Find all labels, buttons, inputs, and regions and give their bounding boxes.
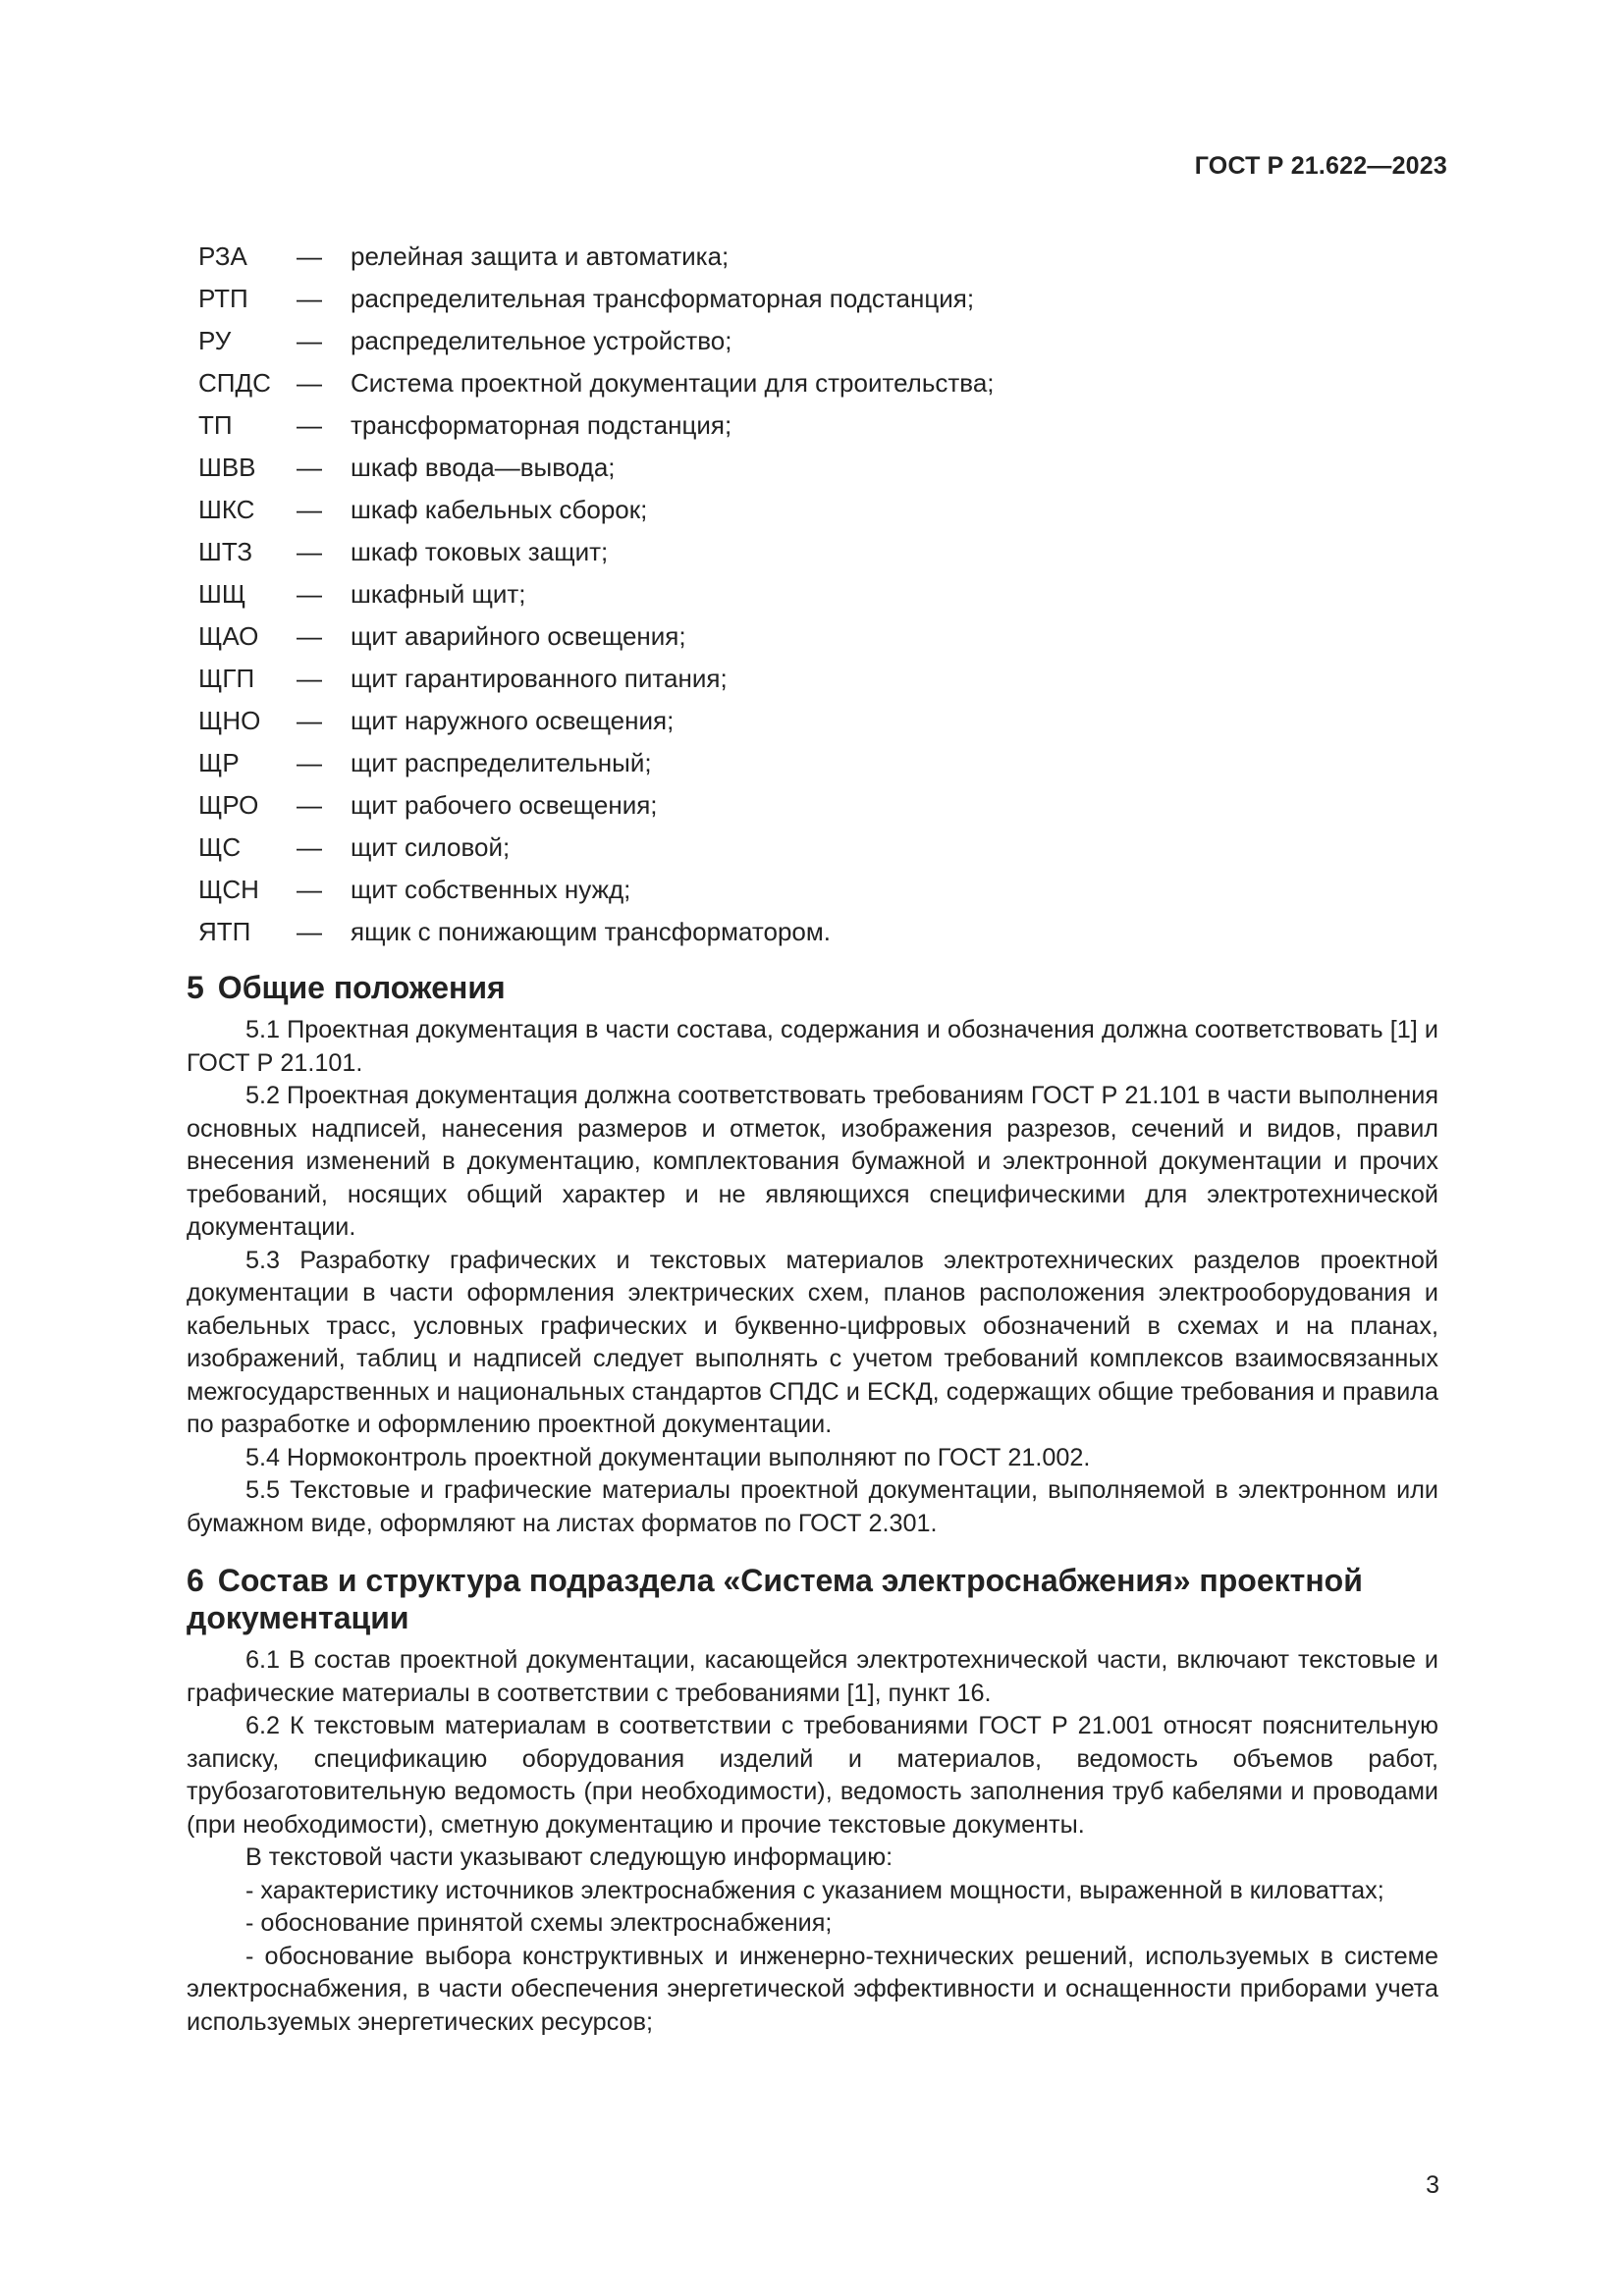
abbreviation-row xyxy=(187,869,1438,911)
abbreviation-definition: щит аварийного освещения; xyxy=(351,621,686,651)
abbreviation-definition: распределительная трансформаторная подстанция; xyxy=(351,284,975,313)
abbreviation-code: ЯТП xyxy=(198,917,251,946)
abbreviation-row xyxy=(187,827,1438,869)
abbreviation-row xyxy=(187,911,1438,953)
abbreviation-code: ЩНО xyxy=(198,706,261,735)
abbreviation-row xyxy=(187,489,1438,531)
section-6-heading xyxy=(187,1562,1438,1636)
abbreviation-definition: шкаф токовых защит; xyxy=(351,537,609,566)
abbreviation-code: ШКС xyxy=(198,495,255,524)
document-code: ГОСТ Р 21.622—2023 xyxy=(1194,152,1447,180)
section-5-title: Общие положения xyxy=(217,970,506,1005)
abbreviation-row xyxy=(187,615,1438,658)
section-5-heading xyxy=(187,969,1438,1006)
abbreviation-dash: — xyxy=(297,917,322,946)
abbreviation-dash: — xyxy=(297,326,322,355)
paragraph-5-3: 5.3 Разработку графических и текстовых материалов электротехнических разделов проектной документации в части оформления электрических схем, планов расположения электрооборудования и кабельных трасс, условных графических и буквенно-цифровых обозначений в схемах и на планах, изображений, таблиц и надписей следует выполнять с учетом требований комплексов взаимосвязанных межгосударственных и национальных стандартов СПДС и ЕСКД, содержащих общие требования и правила по разработке и оформлению проектной документации. xyxy=(187,1246,1438,1438)
page-number: 3 xyxy=(1426,2171,1439,2199)
abbreviation-code: РТП xyxy=(198,284,248,313)
abbreviation-definition: щит распределительный; xyxy=(351,748,652,777)
page-content xyxy=(187,236,1438,2039)
abbreviation-row xyxy=(187,531,1438,573)
abbreviation-row xyxy=(187,700,1438,742)
list-item-power-sources: - характеристику источников электроснабжения с указанием мощности, выраженной в киловаттах; xyxy=(245,1876,1384,1904)
paragraph-6-1: 6.1 В состав проектной документации, касающейся электротехнической части, включают текстовые и графические материалы в соответствии с требованиями [1], пункт 16. xyxy=(187,1646,1438,1707)
abbreviation-row xyxy=(187,362,1438,404)
abbreviation-dash: — xyxy=(297,537,322,566)
abbreviation-dash: — xyxy=(297,495,322,524)
abbreviation-definition: щит силовой; xyxy=(351,832,511,862)
abbreviation-definition: шкафный щит; xyxy=(351,579,526,609)
abbreviation-dash: — xyxy=(297,284,322,313)
abbreviation-row xyxy=(187,320,1438,362)
abbreviation-code: ШЩ xyxy=(198,579,246,609)
abbreviation-dash: — xyxy=(297,706,322,735)
abbreviation-row xyxy=(187,573,1438,615)
abbreviation-dash: — xyxy=(297,368,322,398)
abbreviation-dash: — xyxy=(297,832,322,862)
abbreviation-definition: ящик с понижающим трансформатором. xyxy=(351,917,831,946)
paragraph-6-2: 6.2 К текстовым материалам в соответствии с требованиями ГОСТ Р 21.001 относят пояснительную записку, спецификацию оборудования изделий и материалов, ведомость объемов работ, трубозаготовительную ведомость (при необходимости), ведомость заполнения труб кабелями и проводами (при необходимости), сметную документацию и прочие текстовые документы. xyxy=(187,1712,1438,1839)
paragraph-5-4: 5.4 Нормоконтроль проектной документации выполняют по ГОСТ 21.002. xyxy=(245,1443,1091,1471)
abbreviation-definition: щит собственных нужд; xyxy=(351,875,631,904)
abbreviation-dash: — xyxy=(297,875,322,904)
abbreviation-code: ЩГП xyxy=(198,664,255,693)
abbreviation-code: ШВВ xyxy=(198,453,256,482)
abbreviation-code: СПДС xyxy=(198,368,271,398)
abbreviation-definition: распределительное устройство; xyxy=(351,326,732,355)
abbreviation-dash: — xyxy=(297,453,322,482)
abbreviation-code: ЩР xyxy=(198,748,240,777)
abbreviation-code: ТП xyxy=(198,410,233,440)
list-item-design-decisions: - обоснование выбора конструктивных и инженерно-технических решений, используемых в системе электроснабжения, в части обеспечения энергетической эффективности и оснащенности приборами учета используемых энергетических ресурсов; xyxy=(187,1942,1438,2036)
abbreviation-code: РЗА xyxy=(198,241,247,271)
abbreviation-definition: релейная защита и автоматика; xyxy=(351,241,730,271)
abbreviation-row xyxy=(187,404,1438,447)
abbreviation-definition: шкаф кабельных сборок; xyxy=(351,495,648,524)
abbreviation-definition: щит наружного освещения; xyxy=(351,706,675,735)
abbreviation-definition: щит гарантированного питания; xyxy=(351,664,728,693)
abbreviation-dash: — xyxy=(297,748,322,777)
abbreviation-code: ЩАО xyxy=(198,621,259,651)
abbreviation-definition: щит рабочего освещения; xyxy=(351,790,658,820)
abbreviation-row xyxy=(187,658,1438,700)
paragraph-5-2: 5.2 Проектная документация должна соответствовать требованиям ГОСТ Р 21.101 в части выполнения основных надписей, нанесения размеров и отметок, изображения разрезов, сечений и видов, правил внесения изменений в документацию, комплектования бумажной и электронной документации и прочих требований, носящих общий характер и не являющихся специфическими для электротехнической документации. xyxy=(187,1082,1438,1241)
abbreviation-row xyxy=(187,784,1438,827)
abbreviation-dash: — xyxy=(297,579,322,609)
paragraph-text-info-intro: В текстовой части указывают следующую информацию: xyxy=(245,1843,893,1871)
abbreviation-definition: трансформаторная подстанция; xyxy=(351,410,732,440)
abbreviation-dash: — xyxy=(297,790,322,820)
abbreviation-row xyxy=(187,278,1438,320)
abbreviation-row xyxy=(187,447,1438,489)
abbreviation-code: ЩС xyxy=(198,832,242,862)
abbreviation-row xyxy=(187,236,1438,278)
list-item-scheme-justification: - обоснование принятой схемы электроснабжения; xyxy=(245,1909,833,1937)
abbreviation-code: ЩСН xyxy=(198,875,259,904)
abbreviation-code: ЩРО xyxy=(198,790,259,820)
abbreviation-definition: шкаф ввода—вывода; xyxy=(351,453,616,482)
abbreviation-row xyxy=(187,742,1438,784)
section-6-number: 6 xyxy=(187,1563,204,1598)
section-6-title: Состав и структура подраздела «Система электроснабжения» проектной документации xyxy=(187,1563,1363,1635)
abbreviation-dash: — xyxy=(297,410,322,440)
abbreviation-code: ШТЗ xyxy=(198,537,253,566)
abbreviation-dash: — xyxy=(297,664,322,693)
abbreviation-dash: — xyxy=(297,621,322,651)
abbreviation-definition: Система проектной документации для строительства; xyxy=(351,368,995,398)
abbreviation-list xyxy=(187,236,1438,953)
abbreviation-code: РУ xyxy=(198,326,232,355)
section-5-number: 5 xyxy=(187,970,204,1005)
paragraph-5-5: 5.5 Текстовые и графические материалы проектной документации, выполняемой в электронном или бумажном виде, оформляют на листах форматов по ГОСТ 2.301. xyxy=(187,1476,1438,1537)
abbreviation-dash: — xyxy=(297,241,322,271)
paragraph-5-1: 5.1 Проектная документация в части состава, содержания и обозначения должна соответствовать [1] и ГОСТ Р 21.101. xyxy=(187,1016,1438,1077)
